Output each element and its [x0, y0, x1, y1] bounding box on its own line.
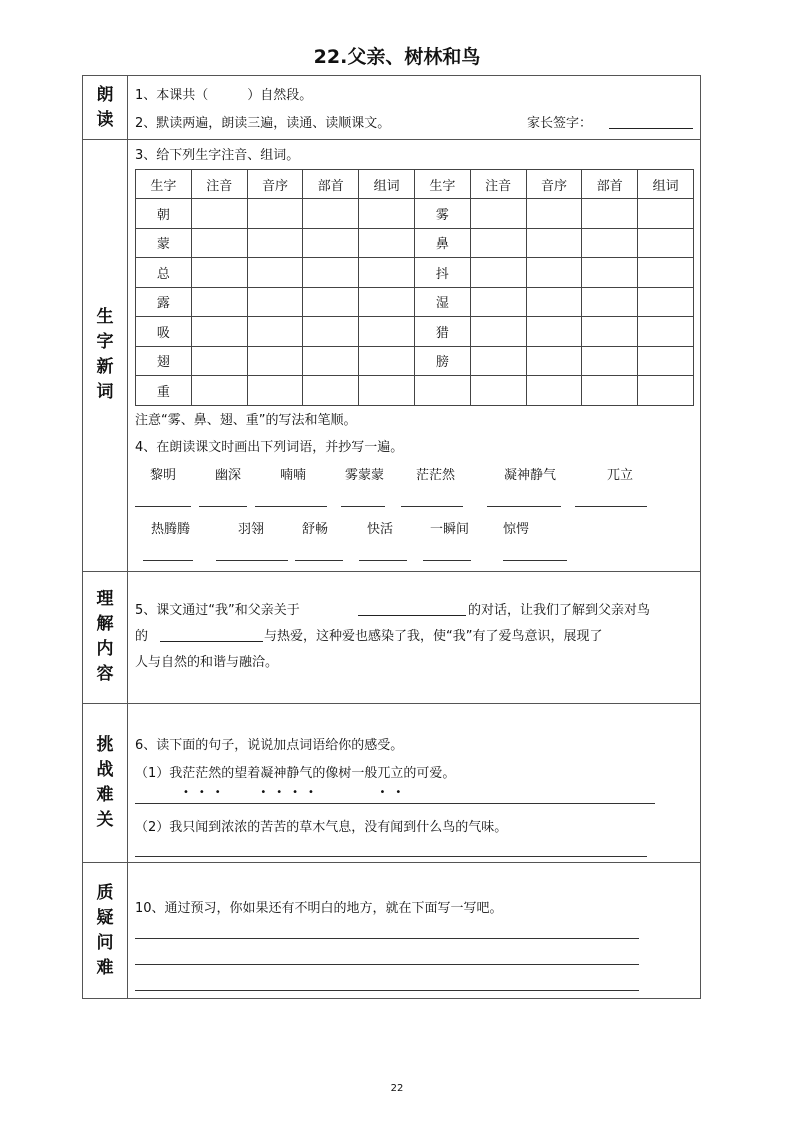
header-cell: 部首 — [582, 170, 638, 199]
radical-cell[interactable] — [582, 199, 638, 229]
pinyin-cell[interactable] — [470, 376, 526, 406]
radical-cell[interactable] — [303, 287, 359, 317]
char-cell: 湿 — [414, 287, 470, 317]
emphasis-dots: • • • • — [260, 787, 314, 798]
signature-line[interactable] — [609, 128, 693, 129]
header-cell: 音序 — [526, 170, 582, 199]
emphasis-dots: • • — [379, 787, 402, 798]
character-table — [135, 169, 694, 406]
label-char: 理 — [96, 589, 114, 609]
label-char: 质 — [96, 883, 114, 903]
questions-item-10: 10、通过预习，你如果还有不明白的地方，就在下面写一写吧。 — [135, 901, 503, 916]
radical-cell[interactable] — [303, 199, 359, 229]
char-cell: 重 — [136, 376, 192, 406]
char-cell: 膀 — [414, 346, 470, 376]
pinyin-cell[interactable] — [470, 287, 526, 317]
sentence-text: 的望着 — [221, 766, 261, 781]
table-row — [136, 317, 694, 347]
label-char: 字 — [96, 332, 114, 352]
word-cell[interactable] — [638, 287, 694, 317]
copy-line[interactable] — [401, 506, 463, 507]
char-cell: 露 — [136, 287, 192, 317]
copy-line[interactable] — [341, 506, 385, 507]
row-divider-1 — [83, 139, 700, 140]
header-cell: 组词 — [359, 170, 415, 199]
header-cell: 部首 — [303, 170, 359, 199]
word-item: 羽翎 — [238, 522, 265, 537]
section-label-new-words — [83, 139, 127, 571]
label-char: 新 — [96, 357, 114, 377]
char-cell: 抖 — [414, 258, 470, 288]
index-cell[interactable] — [526, 287, 582, 317]
radical-cell[interactable] — [303, 228, 359, 258]
label-char: 生 — [96, 307, 114, 327]
word-cell[interactable] — [638, 228, 694, 258]
word-cell[interactable] — [638, 376, 694, 406]
word-item: 舒畅 — [302, 522, 329, 537]
table-row — [136, 376, 694, 406]
pinyin-cell[interactable] — [191, 346, 247, 376]
pinyin-cell[interactable] — [470, 228, 526, 258]
index-cell[interactable] — [526, 346, 582, 376]
char-cell: 蒙 — [136, 228, 192, 258]
word-cell[interactable] — [359, 376, 415, 406]
pinyin-cell[interactable] — [191, 317, 247, 347]
sentence-text: 的可爱。 — [403, 766, 456, 781]
section-label-reading — [83, 76, 127, 139]
table-row — [136, 258, 694, 288]
copy-line[interactable] — [487, 506, 561, 507]
section-label-understanding — [83, 571, 127, 703]
label-char: 疑 — [96, 908, 114, 928]
header-cell: 生字 — [414, 170, 470, 199]
table-row — [136, 346, 694, 376]
radical-cell[interactable] — [582, 228, 638, 258]
worksheet-table — [82, 75, 701, 999]
dotted-word — [260, 766, 314, 798]
index-cell[interactable] — [526, 376, 582, 406]
understanding-line-2a: 的 — [135, 629, 149, 644]
section-label-challenge — [83, 703, 127, 862]
emphasis-text: 茫茫然 — [182, 766, 222, 781]
reading-item-2: 2、默读两遍，朗读三遍，读通、读顺课文。 — [135, 116, 391, 131]
word-cell[interactable] — [638, 317, 694, 347]
table-row — [136, 287, 694, 317]
index-cell[interactable] — [247, 287, 303, 317]
label-char: 读 — [96, 109, 114, 130]
radical-cell[interactable] — [582, 346, 638, 376]
word-cell[interactable] — [638, 199, 694, 229]
copy-line[interactable] — [575, 506, 647, 507]
copy-line[interactable] — [143, 560, 193, 561]
label-char: 挑 — [96, 734, 114, 755]
word-item: 惊愕 — [503, 522, 530, 537]
word-item: 热腾腾 — [151, 522, 191, 537]
label-char: 问 — [96, 933, 114, 953]
table-row — [136, 228, 694, 258]
label-char: 战 — [96, 759, 114, 780]
word-cell[interactable] — [359, 199, 415, 229]
understanding-line-1b: 的对话，让我们了解到父亲对鸟 — [468, 603, 651, 618]
row-divider-4 — [83, 862, 700, 863]
word-item: 喃喃 — [280, 468, 307, 483]
label-char: 内 — [96, 639, 114, 659]
copy-line[interactable] — [255, 506, 327, 507]
header-cell: 生字 — [136, 170, 192, 199]
char-cell — [414, 376, 470, 406]
row-divider-3 — [83, 703, 700, 704]
word-item: 幽深 — [215, 468, 242, 483]
section-label-questions — [83, 862, 127, 1000]
answer-line[interactable] — [135, 938, 639, 939]
header-cell: 注音 — [191, 170, 247, 199]
reading-item-1: 1、本课共（ ）自然段。 — [135, 88, 313, 103]
char-cell: 总 — [136, 258, 192, 288]
pinyin-cell[interactable] — [191, 287, 247, 317]
index-cell[interactable] — [526, 199, 582, 229]
index-cell[interactable] — [247, 346, 303, 376]
index-cell[interactable] — [247, 258, 303, 288]
challenge-sentence-1 — [135, 762, 456, 798]
label-char: 难 — [96, 958, 114, 978]
char-cell: 朝 — [136, 199, 192, 229]
header-cell: 音序 — [247, 170, 303, 199]
index-cell[interactable] — [526, 317, 582, 347]
word-item: 快活 — [367, 522, 394, 537]
word-item: 一瞬间 — [430, 522, 470, 537]
label-char: 朗 — [96, 84, 114, 105]
label-char: 关 — [96, 809, 114, 830]
index-cell[interactable] — [247, 199, 303, 229]
char-cell: 猎 — [414, 317, 470, 347]
pinyin-cell[interactable] — [191, 228, 247, 258]
word-cell[interactable] — [638, 346, 694, 376]
index-cell[interactable] — [247, 376, 303, 406]
word-cell[interactable] — [359, 258, 415, 288]
pinyin-cell[interactable] — [470, 199, 526, 229]
word-item: 兀立 — [607, 468, 634, 483]
pinyin-cell[interactable] — [470, 346, 526, 376]
emphasis-text: 凝神静气 — [260, 766, 313, 781]
copy-line[interactable] — [359, 560, 407, 561]
emphasis-text: 兀立 — [377, 766, 404, 781]
pinyin-cell[interactable] — [470, 317, 526, 347]
word-item: 茫茫然 — [416, 468, 456, 483]
radical-cell[interactable] — [582, 317, 638, 347]
page-number: 22 — [390, 1083, 404, 1094]
signature-label: 家长签字： — [527, 116, 593, 131]
word-cell[interactable] — [638, 258, 694, 288]
page-title: 22.父亲、树林和鸟 — [313, 46, 481, 68]
copy-line[interactable] — [423, 560, 471, 561]
fill-blank[interactable] — [358, 615, 466, 616]
copy-line[interactable] — [199, 506, 247, 507]
label-char: 容 — [96, 664, 114, 684]
char-cell: 鼻 — [414, 228, 470, 258]
header-cell: 组词 — [638, 170, 694, 199]
label-char: 难 — [96, 784, 114, 805]
table-header-row — [136, 170, 694, 199]
pinyin-cell[interactable] — [191, 199, 247, 229]
word-cell[interactable] — [359, 287, 415, 317]
emphasis-dots: • • • — [182, 787, 221, 798]
radical-cell[interactable] — [303, 317, 359, 347]
sentence-text: （1）我 — [135, 766, 183, 781]
index-cell[interactable] — [247, 228, 303, 258]
label-char: 解 — [96, 614, 114, 634]
answer-line[interactable] — [135, 856, 647, 857]
copy-line[interactable] — [503, 560, 567, 561]
challenge-item-6: 6、读下面的句子，说说加点词语给你的感受。 — [135, 738, 404, 753]
word-cell[interactable] — [359, 228, 415, 258]
index-cell[interactable] — [526, 258, 582, 288]
stroke-note: 注意“雾、鼻、翅、重”的写法和笔顺。 — [135, 413, 357, 428]
new-words-item-4: 4、在朗读课文时画出下列词语，并抄写一遍。 — [135, 440, 404, 455]
new-words-item-3: 3、给下列生字注音、组词。 — [135, 148, 300, 163]
copy-line[interactable] — [295, 560, 343, 561]
word-cell[interactable] — [359, 317, 415, 347]
char-cell: 雾 — [414, 199, 470, 229]
radical-cell[interactable] — [303, 376, 359, 406]
radical-cell[interactable] — [582, 258, 638, 288]
pinyin-cell[interactable] — [191, 258, 247, 288]
radical-cell[interactable] — [582, 287, 638, 317]
copy-line[interactable] — [135, 506, 191, 507]
understanding-line-3: 人与自然的和谐与融洽。 — [135, 655, 279, 670]
pinyin-cell[interactable] — [470, 258, 526, 288]
challenge-sentence-2: （2）我只闻到浓浓的苦苦的草木气息，没有闻到什么鸟的气味。 — [135, 820, 508, 835]
understanding-line-2b: 与热爱，这种爱也感染了我，使“我”有了爱鸟意识，展现了 — [264, 629, 603, 644]
word-item: 凝神静气 — [504, 468, 557, 483]
label-column-divider — [127, 76, 128, 998]
label-char: 词 — [96, 382, 114, 402]
header-cell: 注音 — [470, 170, 526, 199]
radical-cell[interactable] — [303, 346, 359, 376]
radical-cell[interactable] — [582, 376, 638, 406]
copy-line[interactable] — [216, 560, 288, 561]
word-item: 黎明 — [150, 468, 177, 483]
dotted-word — [377, 766, 404, 798]
word-item: 雾蒙蒙 — [345, 468, 385, 483]
understanding-line-1a: 5、课文通过“我”和父亲关于 — [135, 603, 300, 618]
answer-line[interactable] — [135, 990, 639, 991]
fill-blank[interactable] — [160, 641, 263, 642]
radical-cell[interactable] — [303, 258, 359, 288]
word-cell[interactable] — [359, 346, 415, 376]
answer-line[interactable] — [135, 803, 655, 804]
sentence-text: 的像树一般 — [312, 766, 378, 781]
answer-line[interactable] — [135, 964, 639, 965]
char-cell: 吸 — [136, 317, 192, 347]
pinyin-cell[interactable] — [191, 376, 247, 406]
dotted-word — [182, 766, 222, 798]
index-cell[interactable] — [526, 228, 582, 258]
index-cell[interactable] — [247, 317, 303, 347]
char-cell: 翅 — [136, 346, 192, 376]
table-row — [136, 199, 694, 229]
row-divider-2 — [83, 571, 700, 572]
